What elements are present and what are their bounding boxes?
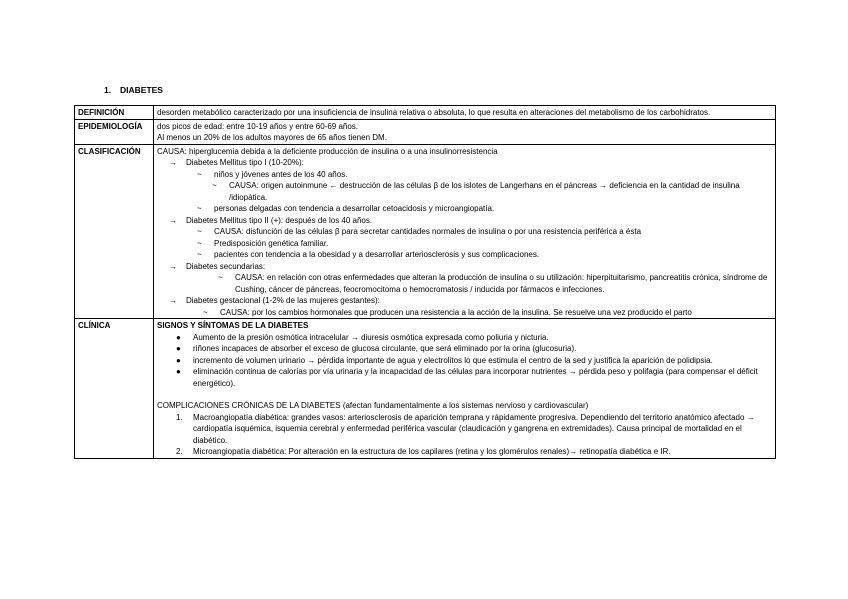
list-item — [157, 343, 772, 355]
bullet-icon: ● — [176, 332, 181, 342]
definicion-text: desorden metabólico caracterizado por una insuficiencia de insulina relativa o absoluta, lo que resulta en alteraciones del metabolismo de los carbohidratos. — [157, 108, 711, 117]
signo-text: incremento de volumen urinario → pérdida importante de agua y electrolitos lo que estimula el centro de la sed y justifica la aparición de polidipsia. — [193, 355, 713, 365]
gestacional-label: Diabetes gestacional (1-2% de las mujeres gestantes): — [186, 296, 380, 305]
section-heading — [104, 85, 163, 97]
tipo2-title — [157, 215, 772, 227]
tilde-icon: ~ — [197, 227, 202, 236]
arrow-right-icon: → — [169, 261, 177, 271]
complicacion-text: Microangiopatía diabética: Por alteración en la estructura de los capilares (retina y los glomérulos renales)→ retinopatía diabética e IR. — [193, 447, 671, 456]
tilde-icon: ~ — [197, 238, 202, 248]
list-item — [157, 238, 772, 250]
bullet-icon: ● — [176, 367, 181, 376]
cell-definicion — [154, 106, 776, 120]
epidemiologia-line: dos picos de edad: entre 10-19 años y entre 60-69 años. — [157, 121, 359, 131]
tipo2-item: CAUSA: disfunción de las células β para secretar cantidades normales de insulina o por una resistencia periférica a ésta — [214, 227, 642, 236]
bullet-icon: ● — [176, 355, 181, 365]
row-clasificacion — [75, 144, 776, 319]
complicaciones-title: COMPLICACIONES CRÓNICAS DE LA DIABETES (afectan fundamentalmente a los sistemas nervioso y cardiovascular) — [157, 401, 589, 410]
tilde-icon: ~ — [197, 204, 202, 213]
spacer — [157, 389, 772, 400]
row-definicion — [75, 106, 776, 120]
gestacional-item: CAUSA: por los cambios hormonales que producen una resistencia a la acción de la insulina. Se resuelve una vez producido el parto — [220, 307, 692, 317]
tipo1-title — [157, 157, 772, 169]
row-clinica — [75, 319, 776, 459]
gestacional-title — [157, 295, 772, 307]
tipo1-item: CAUSA: origen autoinmune ← destrucción de las células β de los islotes de Langerhans en el páncreas → deficiencia en la cantidad de insulina /idiopática. — [229, 181, 740, 202]
tipo1-label: Diabetes Mellitus tipo I (10-20%): — [186, 158, 304, 167]
cell-clinica — [154, 319, 776, 459]
arrow-right-icon: → — [169, 158, 177, 167]
tilde-icon: ~ — [197, 250, 202, 259]
list-item — [157, 272, 772, 295]
arrow-right-icon: → — [169, 215, 177, 225]
tilde-icon: ~ — [197, 169, 202, 179]
tilde-icon: ~ — [212, 181, 217, 190]
list-item — [157, 180, 772, 203]
clasificacion-causa: CAUSA: hiperglucemia debida a la deficiente producción de insulina o a una insulinorresistencia — [157, 146, 498, 156]
secundarias-title — [157, 261, 772, 273]
tipo1-item: personas delgadas con tendencia a desarrollar cetoacidosis y microangiopatía. — [214, 204, 495, 213]
signos-title: SIGNOS Y SÍNTOMAS DE LA DIABETES — [157, 321, 309, 330]
label-clinica: CLÍNICA — [75, 319, 154, 459]
signo-text: riñones incapaces de absorber el exceso de glucosa circulante, que será eliminado por la orina (glucosuria). — [193, 344, 577, 353]
cell-epidemiologia — [154, 119, 776, 144]
list-item — [157, 249, 772, 261]
list-item — [157, 412, 772, 447]
list-item — [157, 226, 772, 238]
signo-text: Aumento de la presión osmótica intracelular → diuresis osmótica expresada como poliuria y nicturia. — [193, 332, 549, 342]
list-item — [157, 332, 772, 344]
list-item — [157, 355, 772, 367]
complicacion-text: Macroangiopatía diabética: grandes vasos: arteriosclerosis de aparición temprana y rápidamente progresiva. Dependiendo del territorio anatómico afectado → cardiopatía isquémica, isquemia cerebral y enfermedad periférica vascular (claudicación y gangrena en extremidades). Causa principal de mortalidad en el diabético. — [193, 412, 755, 445]
bullet-icon: ● — [176, 344, 181, 353]
tipo2-item: Predisposición genética familiar. — [214, 238, 329, 248]
item-number: 2. — [176, 447, 183, 456]
label-clasificacion: CLASIFICACIÓN — [75, 144, 154, 319]
tipo2-item: pacientes con tendencia a la obesidad y a desarrollar arteriosclerosis y sus complicaciones. — [214, 250, 540, 259]
list-item — [157, 366, 772, 389]
label-definicion: DEFINICIÓN — [75, 106, 154, 120]
signo-text: eliminación continua de calorías por vía urinaria y la incapacidad de las células para incorporar nutrientes → pérdida peso y polifagia (para compensar el déficit energético). — [193, 367, 758, 388]
list-item — [157, 307, 772, 319]
secundarias-item: CAUSA: en relación con otras enfermedades que alteran la producción de insulina o su utilización: hiperpituitarismo, pancreatitis crónica, síndrome de Cushing, cáncer de páncreas, feocromocitoma o hemocromatosis / inducida por fármacos e infecciones. — [235, 273, 768, 294]
row-epidemiologia — [75, 119, 776, 144]
tilde-icon: ~ — [203, 307, 208, 317]
diabetes-table — [74, 105, 776, 459]
label-epidemiologia: EPIDEMIOLOGÍA — [75, 119, 154, 144]
tilde-icon: ~ — [218, 273, 223, 282]
list-item — [157, 446, 772, 458]
cell-clasificacion — [154, 144, 776, 319]
epidemiologia-line: Al menos un 20% de los adultos mayores de 65 años tienen DM. — [157, 133, 387, 142]
tipo2-label: Diabetes Mellitus tipo II (+): después de los 40 años. — [186, 215, 373, 225]
tipo1-item: niños y jóvenes antes de los 40 años. — [214, 169, 348, 179]
list-item — [157, 169, 772, 181]
item-number: 1. — [176, 412, 183, 422]
heading-number: 1. — [104, 85, 112, 95]
heading-title: DIABETES — [120, 85, 163, 95]
secundarias-label: Diabetes secundarias: — [186, 261, 266, 271]
list-item — [157, 203, 772, 215]
arrow-right-icon: → — [169, 296, 177, 305]
